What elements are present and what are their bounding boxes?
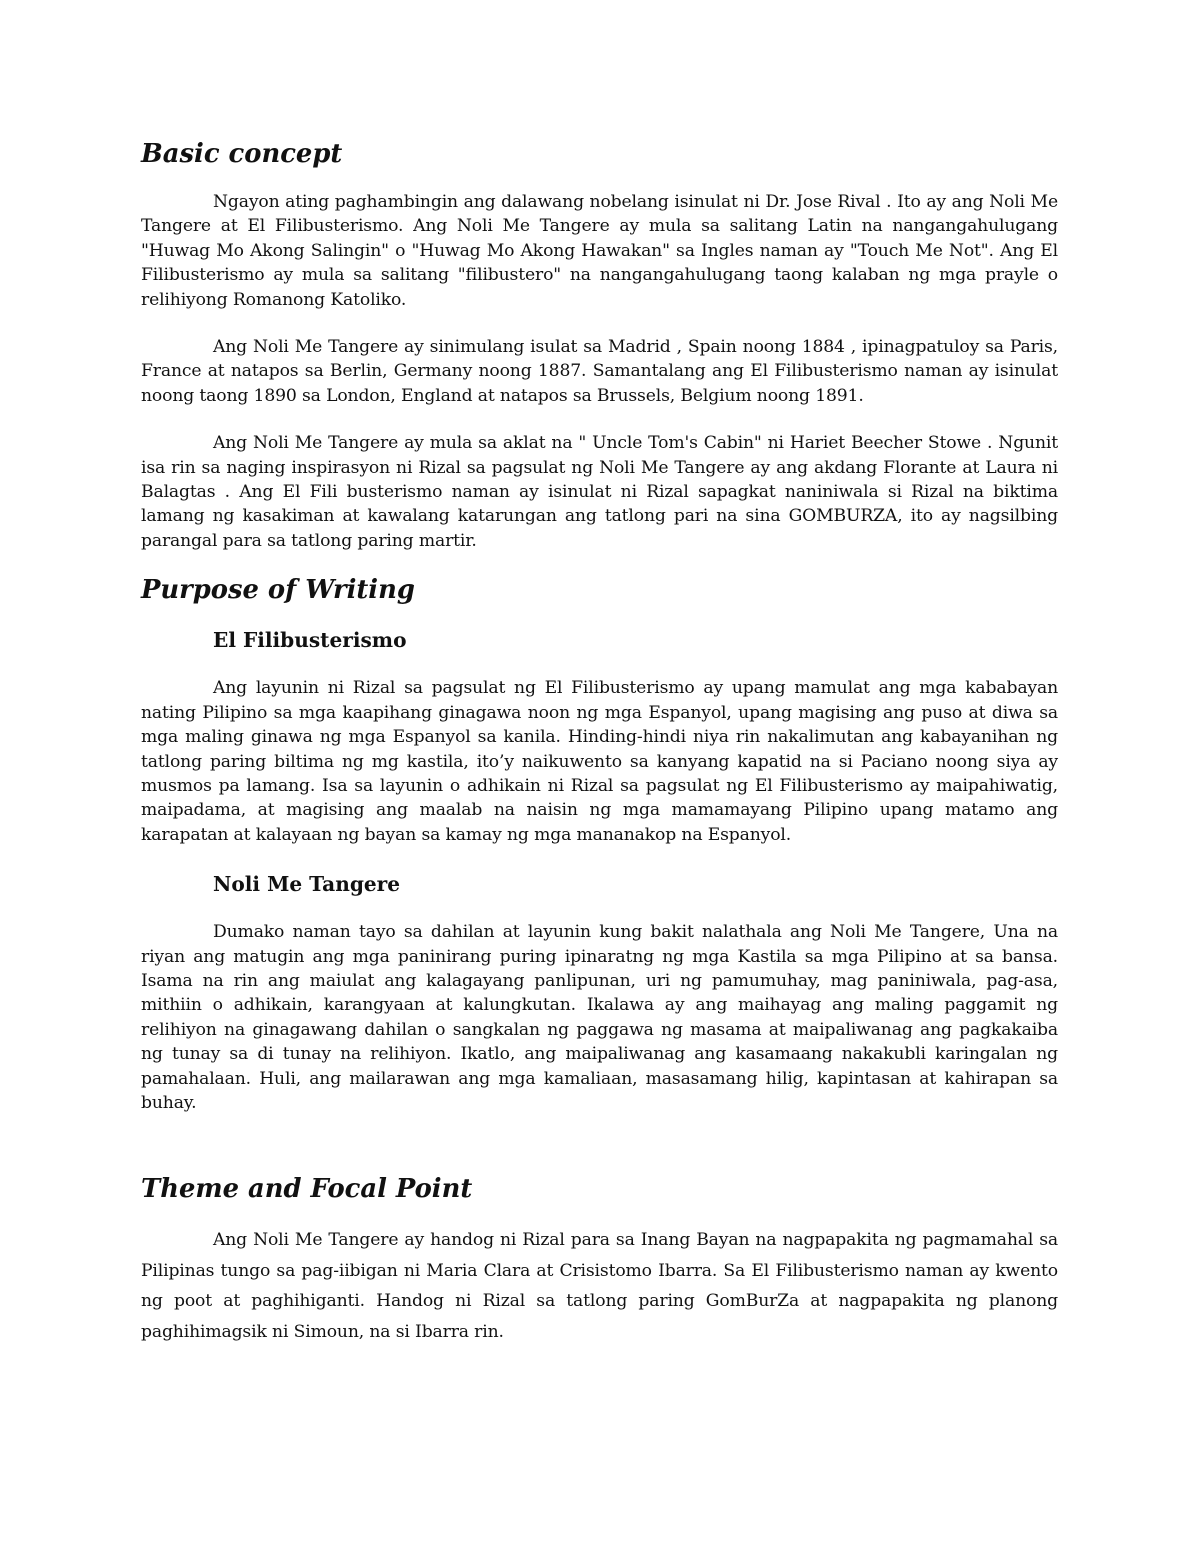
paragraph-theme: Ang Noli Me Tangere ay handog ni Rizal para sa Inang Bayan na nagpapakita ng pagmamahal sa Pilipinas tungo sa pag-iibigan ni Maria Clara at Crisistomo Ibarra. Sa El Filibusterismo naman ay kwento ng poot at paghihiganti. Handog ni Rizal sa tatlong paring GomBurZa at nagpapakita ng planong paghihimagsik ni Simoun, na si Ibarra rin.: [141, 1230, 1058, 1342]
subheading-noli-me-tangere: Noli Me Tangere: [213, 872, 401, 897]
paragraph-basic-concept-2: Ang Noli Me Tangere ay sinimulang isulat sa Madrid , Spain noong 1884 , ipinagpatuloy sa Paris, France at natapos sa Berlin, Germany noong 1887. Samantalang ang El Filibusterismo naman ay isinulat noong taong 1890 sa London, England at natapos sa Brussels, Belgium noong 1891.: [141, 337, 1058, 406]
subheading-el-filibusterismo: El Filibusterismo: [213, 628, 407, 653]
heading-basic-concept: Basic concept: [141, 139, 343, 169]
heading-theme-and-focal-point: Theme and Focal Point: [141, 1174, 473, 1205]
paragraph-basic-concept-3: Ang Noli Me Tangere ay mula sa aklat na " Uncle Tom's Cabin" ni Hariet Beecher Stowe . Ngunit isa rin sa naging inspirasyon ni Rizal sa pagsulat ng Noli Me Tangere ay ang akdang Florante at Laura ni Balagtas . Ang El Fili busterismo naman ay isinulat ni Rizal sapagkat naniniwala si Rizal na biktima lamang ng kasakiman at kawalang katarungan ang tatlong pari na sina GOMBURZA, ito ay nagsilbing parangal para sa tatlong paring martir.: [141, 433, 1058, 551]
heading-purpose-of-writing: Purpose of Writing: [141, 575, 415, 606]
document-body: [141, 140, 1058, 1347]
paragraph-el-filibusterismo: Ang layunin ni Rizal sa pagsulat ng El Filibusterismo ay upang mamulat ang mga kababayan nating Pilipino sa mga kaapihang ginagawa noon ng mga Espanyol, upang magising ang puso at diwa sa mga maling ginawa ng mga Espanyol sa kanila. Hinding-hindi niya rin nakalimutan ang kabayanihan ng tatlong paring biltima ng mg kastila, ito’y naikuwento sa kanyang kapatid na si Paciano noong siya ay musmos pa lamang. Isa sa layunin o adhikain ni Rizal sa pagsulat ng El Filibusterismo ay maipahiwatig, maipadama, at magising ang maalab na naisin ng mga mamamayang Pilipino upang matamo ang karapatan at kalayaan ng bayan sa kamay ng mga mananakop na Espanyol.: [141, 678, 1058, 845]
paragraph-noli-me-tangere: Dumako naman tayo sa dahilan at layunin kung bakit nalathala ang Noli Me Tangere, Una na riyan ang matugin ang mga paninirang puring ipinaratng ng mga Kastila sa mga Pilipino at sa bansa. Isama na rin ang maiulat ang kalagayang panlipunan, uri ng pamumuhay, mag paniniwala, pag-asa, mithiin o adhikain, karangyaan at kalungkutan. Ikalawa ay ang maihayag ang maling paggamit ng relihiyon na ginagawang dahilan o sangkalan ng paggawa ng masama at maipaliwanag ang pagkakaiba ng tunay sa di tunay na relihiyon. Ikatlo, ang maipaliwanag ang kasamaang nakakubli karingalan ng pamahalaan. Huli, ang mailarawan ang mga kamaliaan, masasamang hilig, kapintasan at kahirapan sa buhay.: [141, 922, 1058, 1113]
paragraph-basic-concept-1: Ngayon ating paghambingin ang dalawang nobelang isinulat ni Dr. Jose Rival . Ito ay ang Noli Me Tangere at El Filibusterismo. Ang Noli Me Tangere ay mula sa salitang Latin na nangangahulugang "Huwag Mo Akong Salingin" o "Huwag Mo Akong Hawakan" sa Ingles naman ay "Touch Me Not". Ang El Filibusterismo ay mula sa salitang "filibustero" na nangangahulugang taong kalaban ng mga prayle o relihiyong Romanong Katoliko.: [141, 192, 1058, 310]
